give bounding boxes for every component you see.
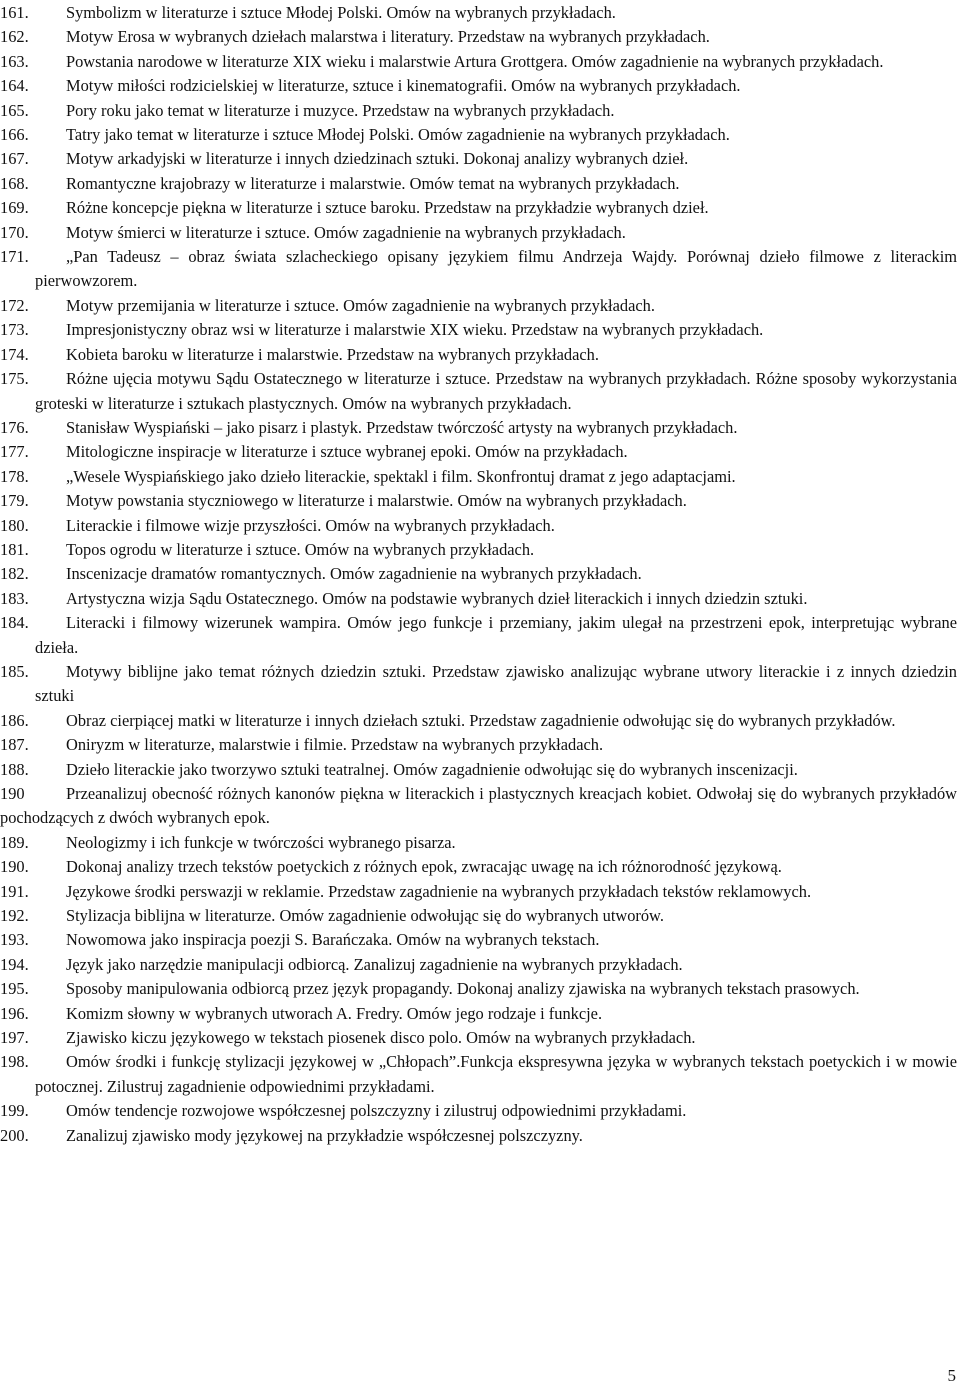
item-text: „Pan Tadeusz – obraz świata szlacheckiego opisany językiem filmu Andrzeja Wajdy. Porównaj dzieło filmowe z literackim pierwowzorem. [35,247,957,291]
item-text: Motyw arkadyjski w literaturze i innych dziedzinach sztuki. Dokonaj analizy wybranych dzieł. [66,149,689,169]
item-text: Stanisław Wyspiański – jako pisarz i plastyk. Przedstaw twórczość artysty na wybranych przykładach. [66,417,738,437]
item-number: 164. [0,76,29,96]
item-text: Motyw śmierci w literaturze i sztuce. Omów zagadnienie na wybranych przykładach. [66,222,626,242]
item-text: Językowe środki perswazji w reklamie. Przedstaw zagadnienie na wybranych przykładach tekstów reklamowych. [66,881,812,901]
item-text: Pory roku jako temat w literaturze i muzyce. Przedstaw na wybranych przykładach. [66,100,615,120]
list-item [0,1124,957,1148]
item-text: Sposoby manipulowania odbiorcą przez język propagandy. Dokonaj analizy zjawiska na wybranych tekstach prasowych. [66,979,860,999]
list-item [0,147,957,171]
list-item [0,782,957,831]
list-item [0,440,957,464]
item-text: Literacki i filmowy wizerunek wampira. Omów jego funkcje i przemiany, jakim ulegał na przestrzeni epok, interpretując wybrane dzieła. [35,613,957,657]
item-number: 185. [0,661,29,681]
list-item [0,611,957,660]
item-number: 190 [0,784,25,803]
item-number: 166. [0,125,29,145]
item-text: Obraz cierpiącej matki w literaturze i innych dziełach sztuki. Przedstaw zagadnienie odwołując się do wybranych przykładów. [66,710,896,730]
list-item [0,538,957,562]
item-number: 171. [0,247,29,267]
item-text: Motyw przemijania w literaturze i sztuce. Omów zagadnienie na wybranych przykładach. [66,295,655,315]
item-number: 175. [0,369,29,389]
item-number: 200. [0,1125,29,1145]
list-item [0,1002,957,1026]
item-text: Stylizacja biblijna w literaturze. Omów zagadnienie odwołując się do wybranych utworów. [66,906,664,926]
list-item [0,928,957,952]
item-text: Omów tendencje rozwojowe współczesnej polszczyzny i zilustruj odpowiednimi przykładami. [66,1101,687,1121]
item-number: 169. [0,198,29,218]
list-item [0,367,957,416]
item-number: 179. [0,491,29,511]
list-item [0,1050,957,1099]
list-item [0,221,957,245]
item-number: 197. [0,1028,29,1048]
item-number: 191. [0,881,29,901]
item-text: Język jako narzędzie manipulacji odbiorcą. Zanalizuj zagadnienie na wybranych przykładach. [66,954,683,974]
item-number: 187. [0,735,29,755]
list-item [0,1,957,25]
list-item [0,831,957,855]
list-item [0,50,957,74]
item-number: 168. [0,173,29,193]
item-text: Mitologiczne inspiracje w literaturze i sztuce wybranej epoki. Omów na przykładach. [66,442,628,462]
list-item [0,758,957,782]
list-item [0,904,957,928]
item-text: Motywy biblijne jako temat różnych dziedzin sztuki. Przedstaw zjawisko analizując wybrane utwory literackie i z innych dziedzin sztuki [35,661,957,706]
list-item [0,1099,957,1123]
item-text: Przeanalizuj obecność różnych kanonów piękna w literackich i plastycznych kreacjach kobiet. Odwołaj się do wybranych przykładów pochodzących z dwóch wybranych epok. [0,784,957,828]
item-number: 173. [0,320,29,340]
item-number: 172. [0,295,29,315]
item-number: 177. [0,442,29,462]
item-text: Różne koncepcje piękna w literaturze i sztuce baroku. Przedstaw na przykładzie wybranych dzieł. [66,198,709,218]
list-item [0,465,957,489]
item-text: Kobieta baroku w literaturze i malarstwie. Przedstaw na wybranych przykładach. [66,344,599,364]
item-number: 189. [0,832,29,852]
item-text: Powstania narodowe w literaturze XIX wieku i malarstwie Artura Grottgera. Omów zagadnienie na wybranych przykładach. [66,51,884,71]
list-item [0,660,957,709]
item-number: 184. [0,613,29,633]
item-number: 192. [0,906,29,926]
item-text: Artystyczna wizja Sądu Ostatecznego. Omów na podstawie wybranych dzieł literackich i innych dziedzin sztuki. [66,588,808,608]
item-number: 181. [0,539,29,559]
item-number: 162. [0,27,29,47]
item-text: Tatry jako temat w literaturze i sztuce Młodej Polski. Omów zagadnienie na wybranych przykładach. [66,125,730,145]
item-text: Motyw powstania styczniowego w literaturze i malarstwie. Omów na wybranych przykładach. [66,491,687,511]
list-item [0,318,957,342]
list-item [0,172,957,196]
item-number: 194. [0,954,29,974]
item-number: 165. [0,100,29,120]
item-text: Inscenizacje dramatów romantycznych. Omów zagadnienie na wybranych przykładach. [66,564,642,584]
item-text: „Wesele Wyspiańskiego jako dzieło literackie, spektakl i film. Skonfrontuj dramat z jego adaptacjami. [66,466,736,486]
item-number: 174. [0,344,29,364]
list-item [0,1026,957,1050]
list-item [0,294,957,318]
item-text: Motyw Erosa w wybranych dziełach malarstwa i literatury. Przedstaw na wybranych przykładach. [66,27,710,47]
item-number: 193. [0,930,29,950]
item-number: 161. [0,3,29,22]
item-text: Romantyczne krajobrazy w literaturze i malarstwie. Omów temat na wybranych przykładach. [66,173,680,193]
item-number: 176. [0,417,29,437]
list-item [0,709,957,733]
item-text: Zjawisko kiczu językowego w tekstach piosenek disco polo. Omów na wybranych przykładach. [66,1028,696,1048]
list-item [0,562,957,586]
item-text: Topos ogrodu w literaturze i sztuce. Omów na wybranych przykładach. [66,539,535,559]
list-item [0,855,957,879]
item-text: Nowomowa jako inspiracja poezji S. Barańczaka. Omów na wybranych tekstach. [66,930,600,950]
item-number: 196. [0,1003,29,1023]
item-text: Dokonaj analizy trzech tekstów poetyckich z różnych epok, zwracając uwagę na ich różnorodność językową. [66,857,782,877]
item-number: 163. [0,51,29,71]
list-item [0,733,957,757]
list-item [0,880,957,904]
item-number: 195. [0,979,29,999]
topic-list [0,1,957,1148]
item-text: Dzieło literackie jako tworzywo sztuki teatralnej. Omów zagadnienie odwołując się do wybranych inscenizacji. [66,759,798,779]
list-item [0,587,957,611]
item-number: 186. [0,710,29,730]
list-item [0,416,957,440]
item-text: Różne ujęcia motywu Sądu Ostatecznego w literaturze i sztuce. Przedstaw na wybranych przykładach. Różne sposoby wykorzystania groteski w literaturze i sztukach plastycznych. Omów na wybranych przykładach. [35,369,957,413]
item-text: Motyw miłości rodzicielskiej w literaturze, sztuce i kinematografii. Omów na wybranych przykładach. [66,76,741,96]
item-number: 198. [0,1052,29,1072]
list-item [0,977,957,1001]
list-item [0,343,957,367]
list-item [0,99,957,123]
item-text: Symbolizm w literaturze i sztuce Młodej Polski. Omów na wybranych przykładach. [66,3,616,22]
list-item [0,245,957,294]
item-number: 170. [0,222,29,242]
item-number: 190. [0,857,29,877]
item-number: 199. [0,1101,29,1121]
item-text: Oniryzm w literaturze, malarstwie i filmie. Przedstaw na wybranych przykładach. [66,735,604,755]
list-item [0,514,957,538]
list-item [0,489,957,513]
list-item [0,25,957,49]
item-number: 182. [0,564,29,584]
list-item [0,123,957,147]
list-item [0,74,957,98]
list-item [0,953,957,977]
item-text: Literackie i filmowe wizje przyszłości. Omów na wybranych przykładach. [66,515,555,535]
item-number: 180. [0,515,29,535]
list-item [0,196,957,220]
page-number: 5 [947,1366,956,1385]
item-number: 178. [0,466,29,486]
item-number: 188. [0,759,29,779]
item-number: 167. [0,149,29,169]
item-text: Impresjonistyczny obraz wsi w literaturze i malarstwie XIX wieku. Przedstaw na wybranych przykładach. [66,320,764,340]
item-text: Zanalizuj zjawisko mody językowej na przykładzie współczesnej polszczyzny. [66,1125,583,1145]
item-text: Omów środki i funkcję stylizacji językowej w „Chłopach”.Funkcja ekspresywna języka w wybranych tekstach poetyckich i w mowie potocznej. Zilustruj zagadnienie odpowiednimi przykładami. [35,1052,957,1096]
item-text: Neologizmy i ich funkcje w twórczości wybranego pisarza. [66,832,456,852]
item-text: Komizm słowny w wybranych utworach A. Fredry. Omów jego rodzaje i funkcje. [66,1003,603,1023]
item-number: 183. [0,588,29,608]
